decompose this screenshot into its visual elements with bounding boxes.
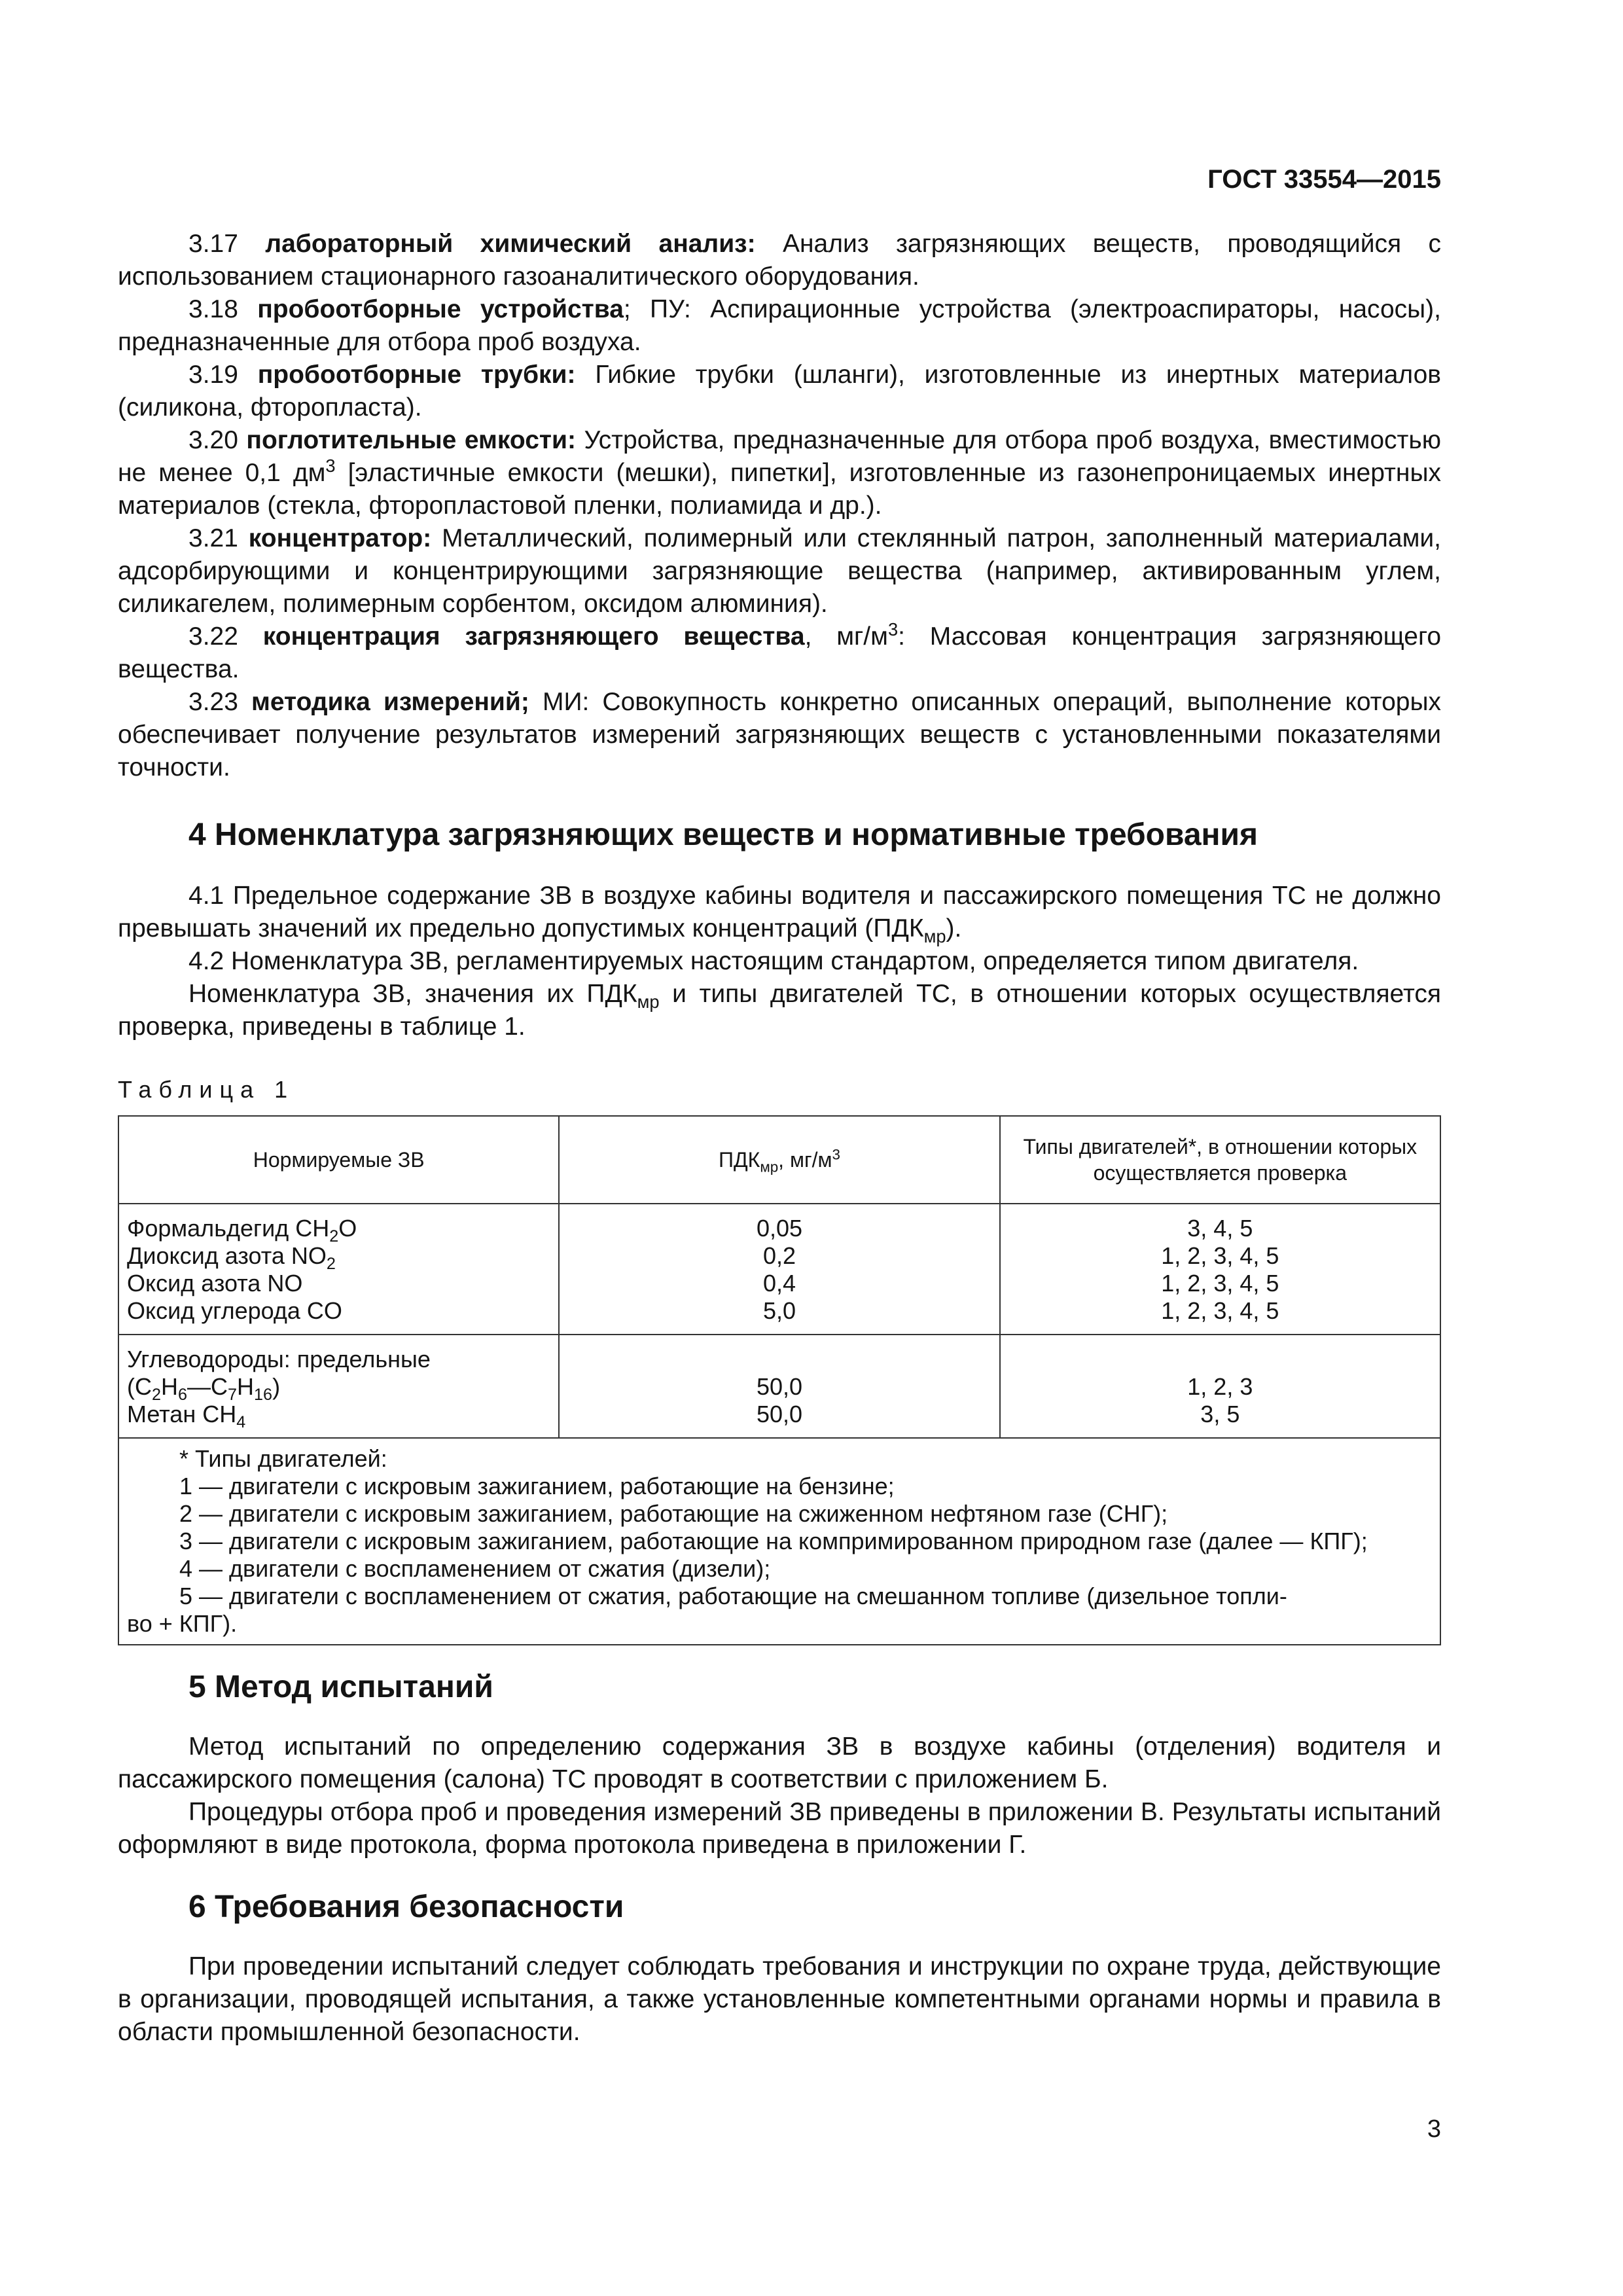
definition-3-18: 3.18 пробоотборные устройства; ПУ: Аспирационные устройства (электроаспираторы, насосы), предназначенные для отбора проб воздуха. <box>118 295 1442 356</box>
section-5-heading: 5 Метод испытаний <box>188 1670 493 1704</box>
definition-term: концентрация загрязняющего вещества <box>262 622 805 651</box>
definition-term: пробоотборные трубки: <box>257 361 576 389</box>
table-group-1 <box>118 1204 1440 1335</box>
substance-cell <box>118 1335 559 1438</box>
table-1 <box>118 1115 1441 1645</box>
paragraph-6-1: При проведении испытаний следует соблюдать требования и инструкции по охране труда, действующие в организации, проводящей испытания, а также установленные компетентными органами нормы и правила в области промышленной безопасности. <box>118 1952 1441 2046</box>
substance-cell <box>118 1204 559 1335</box>
definition-3-20: 3.20 поглотительные емкости: Устройства, предназначенные для отбора проб воздуха, вместимостью не менее 0,1 $дм^3$ [эластичные емкости (мешки), пипетки], изготовленные из газонепроницаемых инертных материалов (стекла, фторопластовой пленки, полиамида и др.). <box>118 426 1441 520</box>
definition-3-21: 3.21 концентратор: Металлический, полимерный или стеклянный патрон, заполненный материалами, адсорбирующими и концентрирующими загрязняющие вещества (например, активированным углем, силикагелем, полимерным сорбентом, оксидом алюминия). <box>118 524 1441 618</box>
definition-3-23: 3.23 методика измерений; МИ: Совокупность конкретно описанных операций, выполнение которых обеспечивает получение результатов измерений загрязняющих веществ с установленными показателями точности. <box>118 688 1441 781</box>
paragraph-4-1: 4.1 Предельное содержание ЗВ в воздухе кабины водителя и пассажирского помещения ТС не должно превышать значений их предельно допустимых концентраций $(ПДК_{мр})$. <box>118 882 1441 946</box>
section-6-heading: 6 Требования безопасности <box>188 1890 624 1924</box>
table-row: Оксид азота NO <box>127 1270 303 1297</box>
definition-3-22: 3.22 концентрация загрязняющего вещества, $мг/м^3$: Массовая концентрация загрязняющего вещества. <box>118 619 1442 683</box>
pdk-cell: 50,0 50,0 <box>559 1335 999 1438</box>
engine-types-cell: 3, 4, 5 1, 2, 3, 4, 5 1, 2, 3, 4, 5 1, 2, 3, 4, 5 <box>1000 1204 1440 1335</box>
header-engine-types: Типы двигателей*, в отношении которых осуществляется проверка <box>1000 1116 1440 1204</box>
paragraph-4-2: 4.2 Номенклатура ЗВ, регламентируемых настоящим стандартом, определяется типом двигателя. <box>188 947 1359 975</box>
table-row: Диоксид азота $NO_2$ <box>127 1242 336 1274</box>
engine-types-cell: 1, 2, 3 3, 5 <box>1000 1335 1440 1438</box>
header-substance: Нормируемые ЗВ <box>118 1116 559 1204</box>
definition-term: методика измерений; <box>251 688 529 716</box>
document-id: ГОСТ 33554—2015 <box>1207 165 1441 194</box>
definition-term: поглотительные емкости: <box>246 426 576 454</box>
definition-3-17: 3.17 лабораторный химический анализ: Анализ загрязняющих веществ, проводящийся с использованием стационарного газоаналитического оборудования. <box>118 230 1441 291</box>
definition-term: лабораторный химический анализ: <box>265 230 756 258</box>
table-row: Углеводороды: предельные <box>127 1346 431 1372</box>
table-footnote: * Типы двигателей: 1 — двигатели с искровым зажиганием, работающие на бензине; 2 — двигатели с искровым зажиганием, работающие на сжиженном нефтяном газе (СНГ); 3 — двигатели с искровым зажиганием, работающие на компримированном природном газе (далее — КПГ); 4 — двигатели с воспламенением от сжатия (дизели); 5 — двигатели с воспламенением от сжатия, работающие на смешанном топливе (дизельное топли- во + КПГ). <box>118 1438 1440 1645</box>
table-footnote-row <box>118 1438 1440 1645</box>
header-pdk: $ПДК_{мр}$, $мг/м^3$ <box>559 1116 999 1204</box>
table-group-2 <box>118 1335 1440 1438</box>
table-row: Формальдегид $CH_2O$ <box>127 1215 357 1246</box>
paragraph-4-2-cont: Номенклатура ЗВ, значения их $ПДК_{мр}$ и типы двигателей ТС, в отношении которых осуществляется проверка, приведены в таблице 1. <box>118 980 1441 1041</box>
definition-3-19: 3.19 пробоотборные трубки: Гибкие трубки (шланги), изготовленные из инертных материалов (силикона, фторопласта). <box>118 361 1441 422</box>
paragraph-5-2: Процедуры отбора проб и проведения измерений ЗВ приведены в приложении В. Результаты испытаний оформляют в виде протокола, форма протокола приведена в приложении Г. <box>118 1798 1441 1859</box>
table-caption: Таблица 1 <box>118 1076 295 1103</box>
table-row: Оксид углерода CO <box>127 1297 342 1324</box>
table-row: $(C_2H_6—C_7H_{16})$ <box>127 1373 281 1405</box>
table-row: Метан $CH_4$ <box>127 1401 246 1432</box>
page-number: 3 <box>1427 2115 1441 2143</box>
section-4-heading: 4 Номенклатура загрязняющих веществ и нормативные требования <box>188 817 1258 852</box>
paragraph-5-1: Метод испытаний по определению содержания ЗВ в воздухе кабины (отделения) водителя и пассажирского помещения (салона) ТС проводят в соответствии с приложением Б. <box>118 1732 1441 1793</box>
table-header-row <box>118 1116 1440 1204</box>
page-content <box>118 228 1441 2049</box>
definition-term: концентратор: <box>248 524 432 552</box>
pdk-cell: 0,05 0,2 0,4 5,0 <box>559 1204 999 1335</box>
definition-term: пробоотборные устройства <box>257 295 624 323</box>
